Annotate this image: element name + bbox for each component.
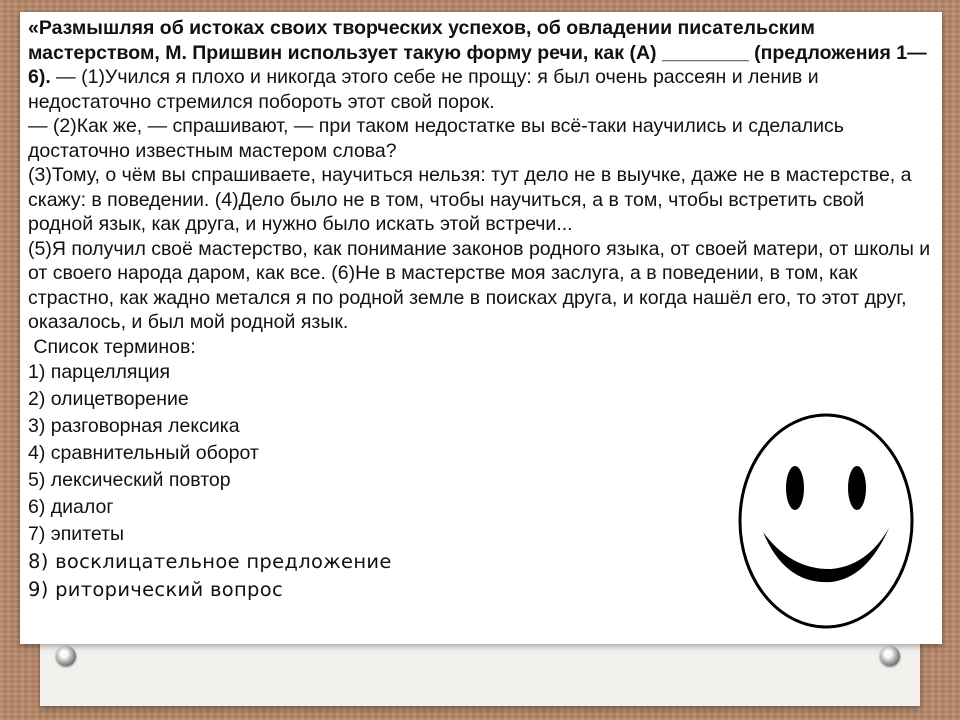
term-item: 1) парцелляция	[28, 361, 171, 383]
pushpin-icon	[880, 646, 900, 666]
task-lead: «Размышляя об истоках своих творческих успехов, об овладении писательским мастерством, М. Пришвин использует такую форму речи, как (А) ________ (предложения 1—6).	[28, 17, 927, 88]
text-sentences-3-4: (3)Тому, о чём вы спрашиваете, научиться нельзя: тут дело не в выучке, даже не в мастерстве, а скажу: в поведении. (4)Дело было не в том, чтобы научиться, а в том, чтобы встретить свой родной язык, как друга, и нужно было искать этой встречи...	[28, 164, 912, 235]
term-item: 6) диалог	[28, 496, 114, 518]
term-item: 9) риторический вопрос	[28, 578, 283, 601]
text-sentence-2: — (2)Как же, — спрашивают, — при таком недостатке вы всё-таки научились и сделались достаточно известным мастером слова?	[28, 115, 844, 162]
term-item: 7) эпитеты	[28, 523, 125, 545]
smiley-face-icon	[735, 410, 915, 630]
term-item: 8) восклицательное предложение	[28, 550, 392, 573]
pushpin-icon	[56, 646, 76, 666]
text-sentences-1-1: — (1)Учился я плохо и никогда этого себе не прощу: я был очень рассеян и ленив и недостаточно стремился побороть этот свой порок.	[28, 66, 819, 113]
term-item: 5) лексический повтор	[28, 469, 231, 491]
text-sentences-5-6: (5)Я получил своё мастерство, как понимание законов родного языка, от своей матери, от школы и от своего народа даром, как все. (6)Не в мастерстве моя заслуга, а в поведении, в том, как страстно, как жадно метался я по родной земле в поисках друга, и когда нашёл его, то этот друг, оказалось, и был мой родной язык.	[28, 237, 931, 333]
task-paragraph	[28, 16, 933, 114]
term-item: 4) сравнительный оборот	[28, 442, 259, 464]
term-item: 3) разговорная лексика	[28, 415, 240, 437]
terms-heading: Список терминов:	[28, 335, 196, 358]
term-item: 2) олицетворение	[28, 388, 189, 410]
